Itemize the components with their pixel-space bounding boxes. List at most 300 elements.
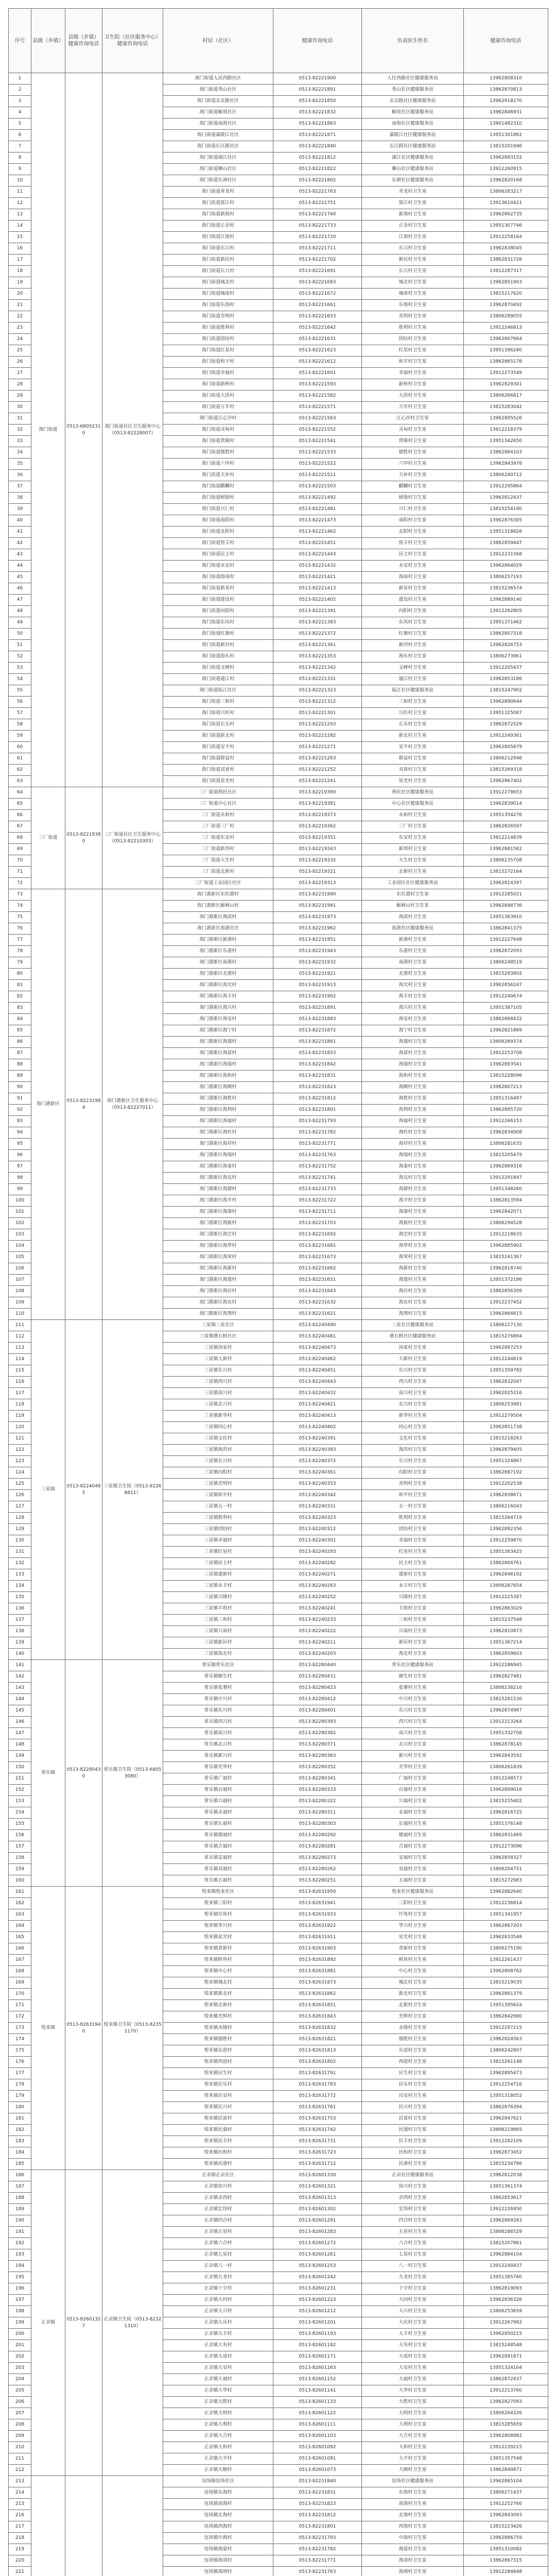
leader-name: 东兴村卫生室 xyxy=(362,243,464,255)
leader-name: 海福村卫生室 xyxy=(362,1116,464,1127)
table-row xyxy=(9,2476,548,2487)
village-name: 海门街道浦江社区 xyxy=(163,152,273,164)
village-name: 悦来镇新北村 xyxy=(163,1989,273,2000)
leader-phone: 13806273961 xyxy=(464,651,548,663)
village-name: 海门街道正余村 xyxy=(163,221,273,232)
leader-phone: 13962882640 xyxy=(464,1887,548,1898)
village-phone: 0513-82221582 xyxy=(273,391,362,402)
leader-name: 光辉村卫生室 xyxy=(362,2011,464,2023)
leader-name: 北京路社区健康服务站 xyxy=(362,96,464,107)
leader-name: 万年村卫生室 xyxy=(362,402,464,413)
village-phone: 0513-82240241 xyxy=(273,1603,362,1615)
leader-name: 海新村卫生室 xyxy=(362,1263,464,1275)
village-name: 海门街道城北村 xyxy=(163,277,273,289)
village-name: 三星镇胜利村 xyxy=(163,1513,273,1524)
leader-name: 海华村卫生室 xyxy=(362,1241,464,1252)
leader-name: 海光村卫生室 xyxy=(362,980,464,991)
leader-name: 建新村卫生室 xyxy=(362,1569,464,1581)
village-phone: 0513-82219332 xyxy=(273,855,362,867)
village-name: 三星镇同心村 xyxy=(163,1422,273,1433)
village-name: 悦来镇中心村 xyxy=(163,1966,273,1977)
village-phone: 0513-82631881 xyxy=(273,1966,362,1977)
village-phone: 0513-82240252 xyxy=(273,1592,362,1603)
row-index: 33 xyxy=(9,436,31,447)
leader-phone: 13962892356 xyxy=(464,1524,548,1535)
row-index: 186 xyxy=(9,2170,31,2181)
village-phone: 0513-82221763 xyxy=(273,187,362,198)
table-row xyxy=(9,73,548,84)
village-phone: 0513-82601141 xyxy=(273,2385,362,2397)
row-index: 155 xyxy=(9,1819,31,1830)
village-phone: 0513-82601321 xyxy=(273,2181,362,2193)
village-phone: 0513-82631873 xyxy=(273,1977,362,1989)
row-index: 171 xyxy=(9,2000,31,2011)
leader-name: 大利村卫生室 xyxy=(362,2419,464,2431)
village-phone: 0513-82221840 xyxy=(273,141,362,152)
leader-phone: 13951372186 xyxy=(464,1275,548,1286)
village-name: 三星镇幸福村 xyxy=(163,1535,273,1547)
village-phone: 0513-82231801 xyxy=(273,2521,362,2533)
leader-phone: 13815201946 xyxy=(464,141,548,152)
leader-phone: 13862868432 xyxy=(464,1014,548,1025)
row-index: 178 xyxy=(9,2079,31,2091)
village-name: 海门街道解放社区 xyxy=(163,107,273,118)
village-phone: 0513-82631843 xyxy=(273,2011,362,2023)
row-index: 84 xyxy=(9,1014,31,1025)
leader-phone: 13815293802 xyxy=(464,969,548,980)
row-index: 209 xyxy=(9,2431,31,2442)
village-phone: 0513-82219343 xyxy=(273,844,362,855)
leader-phone: 13912282109 xyxy=(464,2136,548,2147)
row-index: 37 xyxy=(9,481,31,493)
village-phone: 0513-82221751 xyxy=(273,198,362,209)
village-name: 海门街道永安村 xyxy=(163,561,273,572)
village-phone: 0513-82631922 xyxy=(273,1921,362,1932)
leader-name: 北兴村卫生室 xyxy=(362,1399,464,1411)
leader-phone: 13815264719 xyxy=(464,1513,548,1524)
village-name: 正余镇大成村 xyxy=(163,2351,273,2363)
leader-name: 新港村卫生室 xyxy=(362,935,464,946)
leader-phone: 13962885902 xyxy=(464,1241,548,1252)
row-index: 156 xyxy=(9,1830,31,1841)
row-index: 71 xyxy=(9,867,31,878)
village-phone: 0513-82240462 xyxy=(273,1354,362,1365)
leader-name: 民丰村卫生室 xyxy=(362,2136,464,2147)
village-phone: 0513-82231962 xyxy=(273,923,362,935)
village-name: 海门港新区海泰村 xyxy=(163,1161,273,1173)
village-phone: 0513-82601201 xyxy=(273,2317,362,2329)
leader-name: 兴隆村卫生室 xyxy=(362,1592,464,1603)
row-index: 6 xyxy=(9,130,31,141)
village-name: 正余镇五星村 xyxy=(163,2227,273,2238)
village-phone: 0513-82240222 xyxy=(273,1626,362,1637)
leader-phone: 13962807664 xyxy=(464,334,548,345)
leader-name: 大和村卫生室 xyxy=(362,2442,464,2453)
leader-phone: 13962886759 xyxy=(464,2533,548,2544)
village-name: 正余镇十字村 xyxy=(163,2283,273,2295)
village-name: 海门港新区海新村 xyxy=(163,1263,273,1275)
leader-name: 红星村卫生室 xyxy=(362,345,464,357)
leader-phone: 13962810873 xyxy=(464,1626,548,1637)
village-name: 三厂街道三厂村 xyxy=(163,821,273,833)
leader-name: 广福村卫生室 xyxy=(362,1773,464,1785)
row-index: 101 xyxy=(9,1207,31,1218)
leader-name: 六甲村卫生室 xyxy=(362,459,464,470)
leader-name: 海旺村卫生室 xyxy=(362,1127,464,1139)
row-index: 9 xyxy=(9,164,31,175)
village-phone: 0513-82221271 xyxy=(273,742,362,753)
leader-name: 东港村卫生室 xyxy=(362,946,464,957)
leader-name: 永隆村卫生室 xyxy=(362,2023,464,2034)
village-name: 海门港新区海胜村 xyxy=(163,1093,273,1105)
leader-phone: 13962858327 xyxy=(464,1853,548,1864)
village-phone: 0513-82231812 xyxy=(273,2510,362,2521)
village-phone: 0513-82240271 xyxy=(273,1569,362,1581)
village-name: 包场镇西海村 xyxy=(163,2521,273,2533)
leader-phone: 13962899016 xyxy=(464,1785,548,1796)
village-name: 海门街道新河村 xyxy=(163,640,273,651)
row-index: 43 xyxy=(9,549,31,561)
village-name: 海门港新区海滨村 xyxy=(163,912,273,923)
village-name: 悦来镇三阳村 xyxy=(163,1898,273,1909)
group-center xyxy=(102,2476,163,2576)
village-phone: 0513-82221331 xyxy=(273,674,362,685)
group-town: 海门港新区 xyxy=(31,889,65,1320)
village-name: 海门港新区海光村 xyxy=(163,980,273,991)
village-name: 海门港新区北港村 xyxy=(163,969,273,980)
leader-name: 海北村卫生室 xyxy=(362,1649,464,1660)
leader-phone: 13951318052 xyxy=(464,2091,548,2102)
row-index: 136 xyxy=(9,1603,31,1615)
village-phone: 0513-82231872 xyxy=(273,1025,362,1037)
village-name: 常乐镇西兴村 xyxy=(163,1717,273,1728)
group-town: 悦来镇 xyxy=(31,1887,65,2170)
leader-phone: 13962825316 xyxy=(464,1388,548,1399)
village-name: 常乐镇安福村 xyxy=(163,1853,273,1864)
village-name: 常乐镇百福村 xyxy=(163,1785,273,1796)
row-index: 130 xyxy=(9,1535,31,1547)
village-name: 正余镇大利村 xyxy=(163,2419,273,2431)
leader-phone: 13815269318 xyxy=(464,765,548,776)
village-name: 常乐镇颐生村 xyxy=(163,1671,273,1683)
village-name: 三星镇文化村 xyxy=(163,1433,273,1445)
village-phone: 0513-82240293 xyxy=(273,1547,362,1558)
row-index: 152 xyxy=(9,1785,31,1796)
leader-phone: 13862841375 xyxy=(464,923,548,935)
row-index: 105 xyxy=(9,1252,31,1263)
village-name: 海门街道临江社区 xyxy=(163,685,273,697)
row-index: 212 xyxy=(9,2465,31,2476)
village-phone: 0513-82231632 xyxy=(273,1297,362,1309)
village-phone: 0513-82231662 xyxy=(273,1263,362,1275)
village-phone: 0513-82231990 xyxy=(273,889,362,901)
village-name: 包场镇海靖村 xyxy=(163,2567,273,2576)
leader-name: 东兴村卫生室 xyxy=(362,1365,464,1377)
leader-phone: 13951301862 xyxy=(464,130,548,141)
village-name: 悦来镇城北村 xyxy=(163,1977,273,1989)
row-index: 88 xyxy=(9,1059,31,1071)
village-name: 海门街道人民西路社区 xyxy=(163,73,273,84)
leader-phone: 13951310082 xyxy=(464,2544,548,2555)
leader-phone: 13862887192 xyxy=(464,1467,548,1479)
leader-name: 长乐村卫生室 xyxy=(362,719,464,731)
row-index: 58 xyxy=(9,719,31,731)
leader-phone: 13912246813 xyxy=(464,323,548,334)
leader-phone: 13962897253 xyxy=(464,1343,548,1354)
leader-name: 海港社区健康服务站 xyxy=(362,923,464,935)
leader-phone: 13951363910 xyxy=(464,912,548,923)
row-index: 143 xyxy=(9,1683,31,1694)
leader-name: 西兴村卫生室 xyxy=(362,1717,464,1728)
village-name: 海门街道南阳村 xyxy=(163,515,273,527)
row-index: 165 xyxy=(9,1932,31,1943)
leader-name: 包场社区健康服务站 xyxy=(362,2476,464,2487)
village-phone: 0513-82601182 xyxy=(273,2340,362,2351)
village-phone: 0513-82280431 xyxy=(273,1671,362,1683)
village-phone: 0513-82280262 xyxy=(273,1864,362,1875)
village-name: 海门街道嘉陵江社区 xyxy=(163,130,273,141)
row-index: 87 xyxy=(9,1048,31,1059)
row-index: 104 xyxy=(9,1241,31,1252)
row-index: 182 xyxy=(9,2125,31,2136)
header-town: 县级（乡镇） xyxy=(31,9,65,73)
leader-phone: 13962893152 xyxy=(464,152,548,164)
leader-name: 大成村卫生室 xyxy=(362,2351,464,2363)
row-index: 121 xyxy=(9,1433,31,1445)
village-name: 海门港新区海祥村 xyxy=(163,1139,273,1150)
group-town-phone xyxy=(65,2476,102,2576)
leader-phone: 13912273096 xyxy=(464,1841,548,1853)
header-leader: 负责医生姓名 xyxy=(362,9,464,73)
leader-name: 胜利村卫生室 xyxy=(362,323,464,334)
row-index: 168 xyxy=(9,1966,31,1977)
row-index: 162 xyxy=(9,1898,31,1909)
leader-phone: 13951359782 xyxy=(464,1365,548,1377)
leader-name: 西兴村卫生室 xyxy=(362,1377,464,1388)
leader-name: 北兴村卫生室 xyxy=(362,1739,464,1751)
leader-phone: 13862859447 xyxy=(464,538,548,549)
leader-phone: 13815236574 xyxy=(464,583,548,595)
leader-name: 南港村卫生室 xyxy=(362,957,464,969)
row-index: 109 xyxy=(9,1297,31,1309)
leader-phone: 13962872093 xyxy=(464,946,548,957)
village-name: 三星镇五一村 xyxy=(163,1501,273,1513)
village-phone: 0513-82221661 xyxy=(273,300,362,311)
leader-name: 新坝村卫生室 xyxy=(362,844,464,855)
village-phone: 0513-82240353 xyxy=(273,1479,362,1490)
leader-phone: 13951383425 xyxy=(464,1547,548,1558)
leader-name: 西海村卫生室 xyxy=(362,2521,464,2533)
village-name: 海门街道秀山社区 xyxy=(163,84,273,96)
row-index: 199 xyxy=(9,2317,31,2329)
village-phone: 0513-82231981 xyxy=(273,901,362,912)
row-index: 82 xyxy=(9,991,31,1003)
row-index: 50 xyxy=(9,629,31,640)
leader-name: 六合村卫生室 xyxy=(362,2238,464,2249)
leader-phone: 13912205437 xyxy=(464,663,548,674)
row-index: 198 xyxy=(9,2306,31,2317)
leader-phone: 13951361374 xyxy=(464,2181,548,2193)
leader-name: 兴仁村卫生室 xyxy=(362,504,464,515)
leader-name: 大平村卫生室 xyxy=(362,2453,464,2465)
leader-phone: 13815283042 xyxy=(464,402,548,413)
village-name: 海门街道向阳村 xyxy=(163,606,273,617)
row-index: 51 xyxy=(9,640,31,651)
row-index: 17 xyxy=(9,255,31,266)
village-name: 三星镇民主村 xyxy=(163,1558,273,1569)
village-phone: 0513-82280322 xyxy=(273,1796,362,1807)
leader-name: 海和村卫生室 xyxy=(362,1071,464,1082)
leader-phone: 13862895720 xyxy=(464,1105,548,1116)
village-phone: 0513-82631813 xyxy=(273,2045,362,2057)
village-phone: 0513-82601291 xyxy=(273,2215,362,2227)
leader-name: 海丰村卫生室 xyxy=(362,991,464,1003)
village-phone: 0513-82231913 xyxy=(273,980,362,991)
row-index: 99 xyxy=(9,1184,31,1195)
leader-phone: 13912240674 xyxy=(464,991,548,1003)
leader-phone: 13912218635 xyxy=(464,1229,548,1241)
leader-phone: 13962824563 xyxy=(464,2034,548,2045)
row-index: 118 xyxy=(9,1399,31,1411)
leader-phone: 13962853186 xyxy=(464,674,548,685)
row-index: 207 xyxy=(9,2408,31,2419)
row-index: 153 xyxy=(9,1796,31,1807)
leader-name: 民主村卫生室 xyxy=(362,1558,464,1569)
village-phone: 0513-82601111 xyxy=(273,2419,362,2431)
village-name: 海门港新区海民村 xyxy=(163,1286,273,1297)
leader-phone: 13962827093 xyxy=(464,2397,548,2408)
village-name: 悦来镇鲜鱼村 xyxy=(163,1955,273,1966)
header-village-phone: 健康咨询电话 xyxy=(273,9,362,73)
leader-name: 中心村卫生室 xyxy=(362,1966,464,1977)
leader-name: 兴南村卫生室 xyxy=(362,1626,464,1637)
leader-name: 新民村卫生室 xyxy=(362,1637,464,1649)
row-index: 141 xyxy=(9,1660,31,1671)
village-phone: 0513-82221503 xyxy=(273,481,362,493)
village-name: 常乐镇南兴村 xyxy=(163,1728,273,1739)
row-index: 191 xyxy=(9,2227,31,2238)
leader-name: 大同村卫生室 xyxy=(362,2295,464,2306)
row-index: 65 xyxy=(9,799,31,810)
village-phone: 0513-82240263 xyxy=(273,1581,362,1592)
leader-phone: 13815234786 xyxy=(464,2159,548,2170)
leader-name: 光明村卫生室 xyxy=(362,311,464,323)
village-name: 常乐镇中兴村 xyxy=(163,1694,273,1705)
leader-phone: 13912227648 xyxy=(464,935,548,946)
village-name: 海门街道青龙村 xyxy=(163,187,273,198)
group-town-phone: 0513-82240485 xyxy=(65,1320,102,1660)
village-phone: 0513-82231703 xyxy=(273,1218,362,1229)
row-index: 38 xyxy=(9,493,31,504)
village-name: 海门街道江心沙村 xyxy=(163,413,273,425)
village-name: 海门港新区海旺村 xyxy=(163,1127,273,1139)
village-phone: 0513-82221402 xyxy=(273,595,362,606)
village-phone: 0513-82231801 xyxy=(273,1105,362,1116)
row-index: 31 xyxy=(9,413,31,425)
village-phone: 0513-82219381 xyxy=(273,799,362,810)
village-phone: 0513-82221241 xyxy=(273,776,362,787)
leader-phone: 13951341957 xyxy=(464,1909,548,1921)
village-phone: 0513-82221601 xyxy=(273,368,362,379)
row-index: 68 xyxy=(9,833,31,844)
leader-phone: 13862884103 xyxy=(464,447,548,459)
village-phone: 0513-82221691 xyxy=(273,266,362,277)
village-phone: 0513-82280311 xyxy=(273,1807,362,1819)
row-index: 176 xyxy=(9,2057,31,2068)
row-index: 40 xyxy=(9,515,31,527)
village-name: 正余镇四合村 xyxy=(163,2215,273,2227)
row-index: 211 xyxy=(9,2453,31,2465)
village-phone: 0513-82240282 xyxy=(273,1558,362,1569)
row-index: 81 xyxy=(9,980,31,991)
village-phone: 0513-82231891 xyxy=(273,1003,362,1014)
village-phone: 0513-82221511 xyxy=(273,470,362,481)
village-name: 常乐镇常乐社区 xyxy=(163,1660,273,1671)
village-name: 海门港新区海丰村 xyxy=(163,991,273,1003)
village-phone: 0513-82280273 xyxy=(273,1853,362,1864)
village-phone: 0513-82240211 xyxy=(273,1637,362,1649)
leader-name: 货隆村卫生室 xyxy=(362,436,464,447)
village-name: 海门街道光明村 xyxy=(163,311,273,323)
leader-name: 海兴村卫生室 xyxy=(362,1003,464,1014)
leader-name: 海靖村卫生室 xyxy=(362,2567,464,2576)
village-name: 海门港新区海瑞村 xyxy=(163,1150,273,1161)
leader-name: 大庆村卫生室 xyxy=(362,2317,464,2329)
leader-name: 海强村卫生室 xyxy=(362,1059,464,1071)
row-index: 97 xyxy=(9,1161,31,1173)
village-name: 海门街道兴旺村 xyxy=(163,708,273,719)
village-name: 海门街道群益村 xyxy=(163,753,273,765)
village-name: 悦来镇民兴村 xyxy=(163,2102,273,2113)
village-phone: 0513-82240413 xyxy=(273,1411,362,1422)
leader-phone: 13962808310 xyxy=(464,73,548,84)
leader-phone: 13962820168 xyxy=(464,175,548,187)
leader-name: 建设村卫生室 xyxy=(362,595,464,606)
village-name: 海门街道文峰村 xyxy=(163,663,273,674)
row-index: 83 xyxy=(9,1003,31,1014)
leader-name: 张謇村卫生室 xyxy=(362,1683,464,1694)
row-index: 72 xyxy=(9,878,31,889)
village-phone: 0513-82631783 xyxy=(273,2079,362,2091)
leader-phone: 13806227130 xyxy=(464,1320,548,1331)
village-name: 海门街道幸福村 xyxy=(163,368,273,379)
leader-phone: 13862813594 xyxy=(464,1195,548,1207)
leader-phone: 13806204751 xyxy=(464,1864,548,1875)
village-name: 海门街道民主村 xyxy=(163,549,273,561)
village-name: 海门港新区海建村 xyxy=(163,1275,273,1286)
row-index: 77 xyxy=(9,935,31,946)
village-name: 三星镇大新村 xyxy=(163,1354,273,1365)
village-name: 常乐镇长福村 xyxy=(163,1819,273,1830)
leader-name: 团结村卫生室 xyxy=(362,1524,464,1535)
row-index: 35 xyxy=(9,459,31,470)
leader-name: 南兴村卫生室 xyxy=(362,1388,464,1399)
leader-name: 海平村卫生室 xyxy=(362,1195,464,1207)
leader-phone: 13806264326 xyxy=(464,2408,548,2419)
leader-phone: 13962918270 xyxy=(464,96,548,107)
village-phone: 0513-82631761 xyxy=(273,2102,362,2113)
group-center: 三星镇卫生院（0513-82268811） xyxy=(102,1320,163,1660)
village-name: 正余镇大丰村 xyxy=(163,2329,273,2340)
village-name: 三厂街道北新村 xyxy=(163,867,273,878)
leader-name: 海南村卫生室 xyxy=(362,572,464,583)
village-phone: 0513-82221293 xyxy=(273,719,362,731)
row-index: 25 xyxy=(9,345,31,357)
leader-phone: 13951348260 xyxy=(464,1184,548,1195)
leader-phone: 13862853617 xyxy=(464,2193,548,2204)
village-name: 悦来镇悦来社区 xyxy=(163,1887,273,1898)
row-index: 39 xyxy=(9,504,31,515)
